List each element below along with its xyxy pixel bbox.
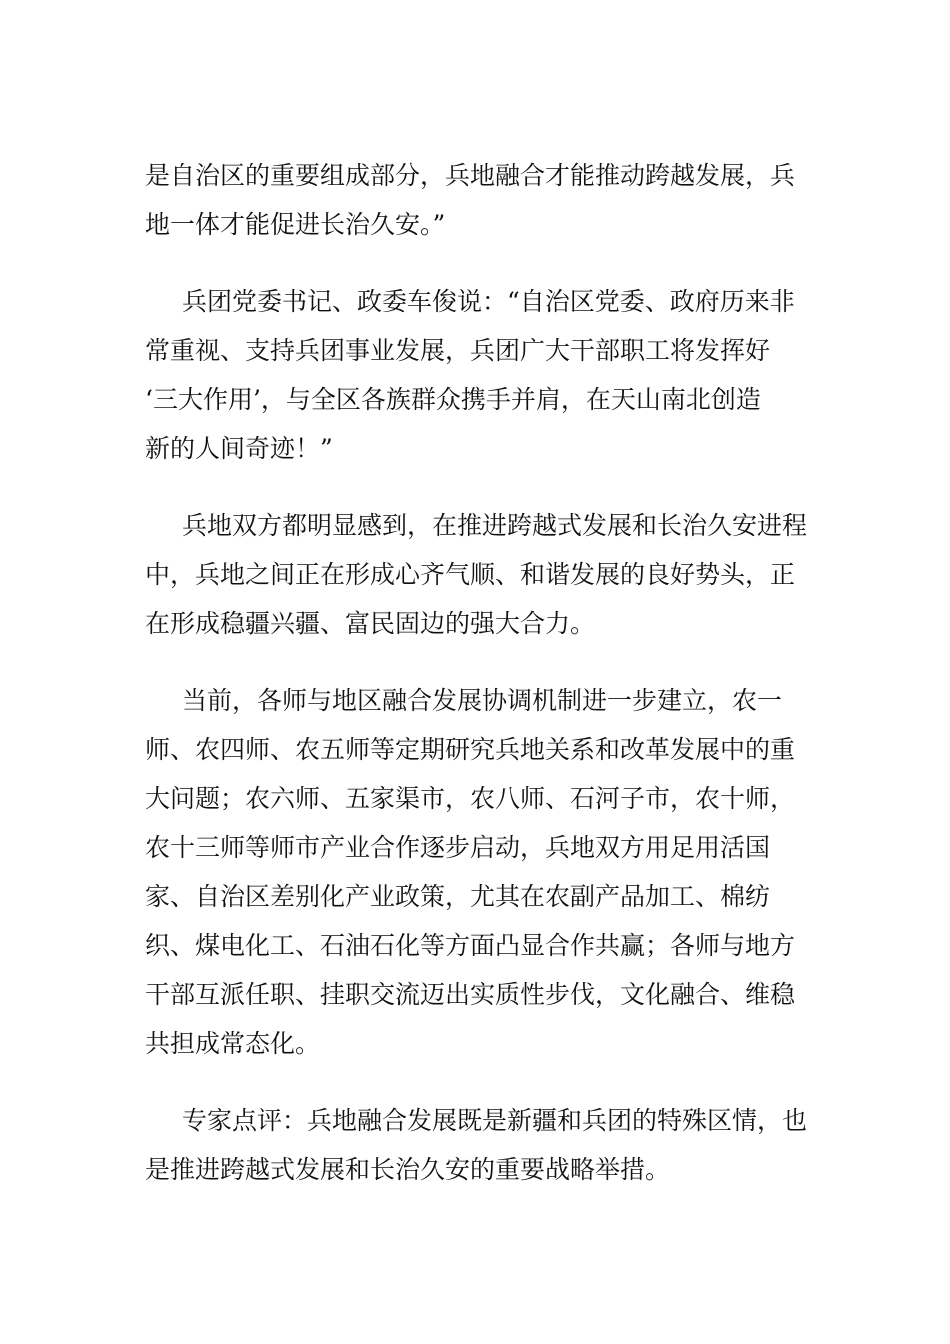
paragraph-line: 家、自治区差别化产业政策，尤其在农副产品加工、棉纺 (145, 882, 771, 911)
paragraph-gap (145, 1068, 825, 1096)
paragraph-line: 师、农四师、农五师等定期研究兵地关系和改革发展中的重 (145, 735, 796, 764)
paragraph-line: 专家点评：兵地融合发展既是新疆和兵团的特殊区情，也 (182, 1106, 808, 1135)
paragraph-1 (145, 151, 825, 249)
paragraph-gap (145, 249, 825, 277)
paragraph-line: 兵团党委书记、政委车俊说：“自治区党委、政府历来非 (182, 287, 795, 316)
paragraph-line: ‘三大作用’，与全区各族群众携手并肩，在天山南北创造 (145, 385, 761, 414)
paragraph-line: 织、煤电化工、石油石化等方面凸显合作共赢；各师与地方 (145, 931, 796, 960)
paragraph-4 (145, 676, 825, 1068)
paragraph-line: 常重视、支持兵团事业发展，兵团广大干部职工将发挥好 (145, 336, 771, 365)
paragraph-line: 地一体才能促进长治久安。” (145, 210, 446, 239)
paragraph-gap (145, 473, 825, 501)
paragraph-line: 共担成常态化。 (145, 1029, 321, 1058)
paragraph-line: 农十三师等师市产业合作逐步启动，兵地双方用足用活国 (145, 833, 771, 862)
document-body (145, 151, 825, 1194)
paragraph-2 (145, 277, 825, 473)
paragraph-line: 中，兵地之间正在形成心齐气顺、和谐发展的良好势头，正 (145, 560, 796, 589)
paragraph-gap (145, 648, 825, 676)
paragraph-3 (145, 501, 825, 648)
paragraph-line: 新的人间奇迹！” (145, 434, 333, 463)
paragraph-line: 当前，各师与地区融合发展协调机制进一步建立，农一 (182, 686, 783, 715)
paragraph-line: 大问题；农六师、五家渠市，农八师、石河子市，农十师， (145, 784, 796, 813)
paragraph-line: 兵地双方都明显感到，在推进跨越式发展和长治久安进程 (182, 511, 808, 540)
paragraph-line: 干部互派任职、挂职交流迈出实质性步伐，文化融合、维稳 (145, 980, 796, 1009)
paragraph-line: 在形成稳疆兴疆、富民固边的强大合力。 (145, 609, 596, 638)
paragraph-line: 是自治区的重要组成部分，兵地融合才能推动跨越发展，兵 (145, 161, 796, 190)
paragraph-5 (145, 1096, 825, 1194)
paragraph-line: 是推进跨越式发展和长治久安的重要战略举措。 (145, 1155, 671, 1184)
